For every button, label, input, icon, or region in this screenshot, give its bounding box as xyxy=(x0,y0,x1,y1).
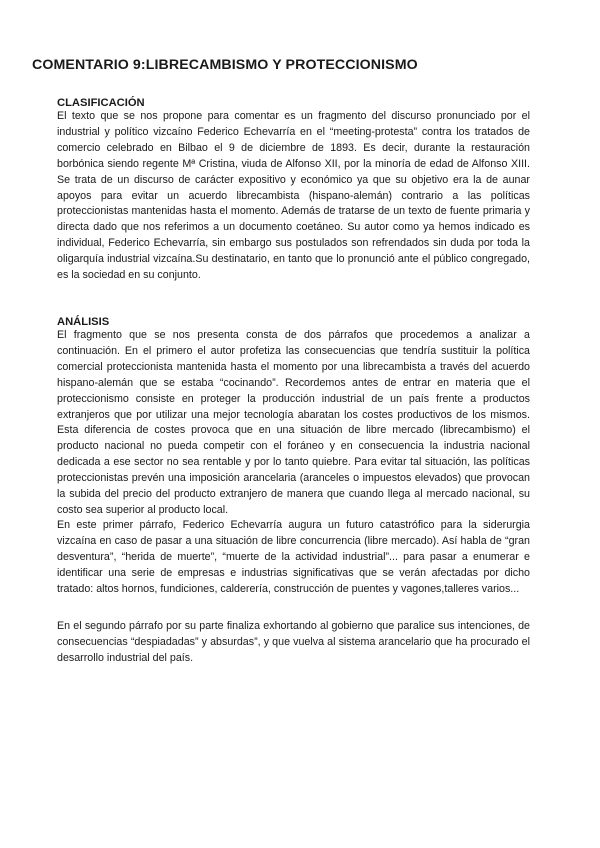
paragraph-analisis-3: En el segundo párrafo por su parte finaliza exhortando al gobierno que paralice sus intenciones, de consecuencias “despiadadas” y absurdas”, y que vuelva al sistema arancelario que ha procurado el desarrollo industrial del país. xyxy=(57,620,530,664)
paragraph-analisis-1: El fragmento que se nos presenta consta de dos párrafos que procedemos a analizar a continuación. En el primero el autor profetiza las consecuencias que tendría sustituir la política comercial proteccionista mantenida hasta el momento por una librecambista a través del acuerdo hispano-alemán que se estaba “cocinando”. Recordemos antes de entrar en materia que el proteccionismo consiste en proteger la producción industrial de un país frente a productos extranjeros que por utilizar una mejor tecnología abaratan los costes productivos de los mismos. Esta diferencia de costes provoca que en una situación de libre mercado (librecambismo) el producto nacional no pueda competir con el foráneo y en consecuencia la industria nacional dedicada a ese sector no sea rentable y por lo tanto quiebre. Para evitar tal situación, las políticas proteccionistas prevén una imposición arancelaria (aranceles o impuestos elevados) que provocan la subida del precio del producto extranjero de manera que cuando llega al mercado nacional, su costo sea superior al producto local. xyxy=(57,329,530,516)
heading-analisis: ANÁLISIS xyxy=(57,316,110,328)
paragraph-analisis-2: En este primer párrafo, Federico Echevarría augura un futuro catastrófico para la siderurgia vizcaína en caso de pasar a una situación de libre concurrencia (libre mercado). Así habla de “gran desventura”, “herida de muerte”, “muerte de la actividad industrial”... para pasar a enumerar e identificar una serie de empresas e industrias significativas que se verán afectadas por dicho tratado: altos hornos, fundiciones, calderería, construcción de puentes y vagones,talleres varios... xyxy=(57,519,530,595)
paragraph-clasificacion: El texto que se nos propone para comentar es un fragmento del discurso pronunciado por el industrial y político vizcaíno Federico Echevarría en el “meeting-protesta” contra los tratados de comercio celebrado en Bilbao el 9 de diciembre de 1893. Es decir, durante la restauración borbónica siendo regente Mª Cristina, viuda de Alfonso XII, por la minoría de edad de Alfonso XIII. Se trata de un discurso de carácter expositivo y económico ya que su objetivo era la de aunar apoyos para evitar un acuerdo librecambista (hispano-alemán) contrario a las políticas proteccionistas mantenidas hasta el momento. Además de tratarse de un texto de fuente primaria y directa dado que nos referimos a un documento coetáneo. Su autor como ya hemos indicado es individual, Federico Echevarría, sin embargo sus postulados son refrendados sin duda por toda la oligarquía industrial vizcaína.Su destinatario, en tanto que lo pronunció ante el público congregado, es la sociedad en su conjunto. xyxy=(57,110,530,282)
document-title: COMENTARIO 9:LIBRECAMBISMO Y PROTECCIONISMO xyxy=(32,57,418,73)
heading-clasificacion: CLASIFICACIÓN xyxy=(57,97,145,109)
